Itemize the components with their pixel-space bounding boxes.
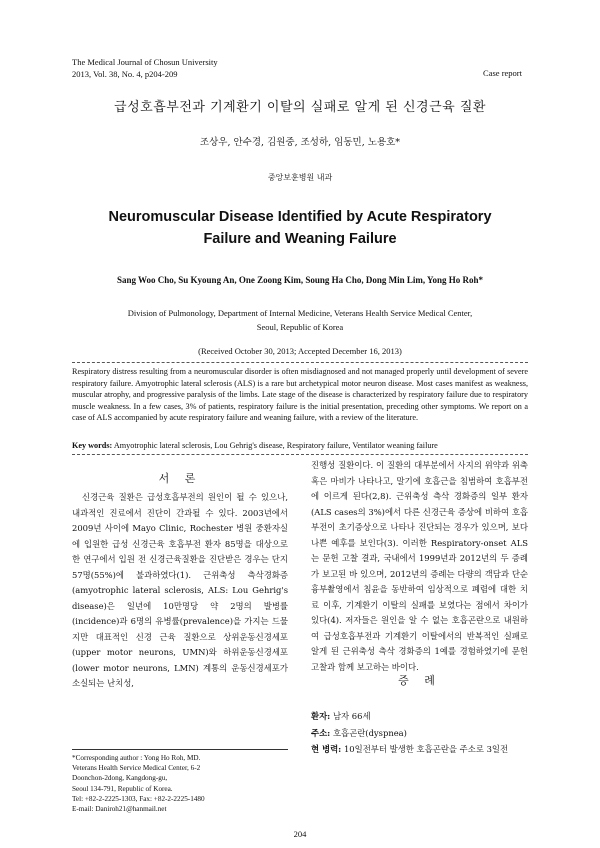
english-title-line1: Neuromuscular Disease Identified by Acute Respiratory: [108, 209, 492, 225]
journal-name: The Medical Journal of Chosun University: [72, 57, 218, 67]
footnote-email: E-mail: Daniroh21@hanmail.net: [72, 805, 167, 814]
journal-info: [72, 56, 218, 80]
abstract-text: Respiratory distress resulting from a neuromuscular disorder is often misdiagnosed and not managed properly until development of severe respiratory failure. Amyotrophic lateral sclerosis (ALS) is a rare but archetypical motor neuron disease. Most cases manifest as weakness, muscular atrophy, and progressive paralysis of the limbs. Late stage of the disease is characterized by respiratory failure due to respiratory muscle weakness. In a few cases, 3% of patients, respiratory failure is the initial presentation, preceding other symptoms. We report on a case of ALS accompanied by acute respiratory failure and weaning failure, with a review of the literature.: [72, 367, 528, 423]
page-number: 204: [293, 829, 307, 839]
case-field-present-illness: 현 병력: 10일전부터 발생한 호흡곤란을 주소로 3일전: [311, 744, 509, 754]
korean-authors: 조상우, 안수경, 김원중, 조성하, 임동민, 노용호*: [199, 137, 401, 148]
korean-affiliation: 중앙보훈병원 내과: [267, 173, 333, 182]
intro-heading: 서 론: [158, 472, 202, 485]
corresponding-author-footnote: [72, 753, 288, 814]
english-title: [0, 206, 600, 250]
case-heading: 증 례: [398, 674, 441, 687]
footnote-line: *Corresponding author : Yong Ho Roh, MD.: [72, 754, 201, 762]
footnote-line: Veterans Health Service Medical Center, 6-2: [72, 764, 201, 773]
english-title-line2: Failure and Weaning Failure: [203, 231, 397, 247]
english-affiliation-line1: Division of Pulmonology, Department of Internal Medicine, Veterans Health Service Medical Center,: [127, 308, 473, 318]
right-column-text: 진행성 질환이다. 이 질환의 대부분에서 사지의 위약과 위축 혹은 마비가 나타나고, 말기에 호흡근을 침범하여 호흡부전에 이르게 된다(2,8). 근위축성 측삭 경화증의 일부 환자(ALS cases의 3%)에서 다른 신경근육 증상에 비하여 호흡부전이 초기증상으로 나타나 진단되는 경우가 있으며, 보다 나쁜 예후를 보인다(3). 이러한 Respiratory-onset ALS는 문헌 고찰 결과, 국내에서 1999년과 2012년의 두 증례가 보고된 바 있으며, 2012년의 증례는 다량의 객담과 단순흉부촬영에서 침윤을 동반하여 임상적으로 폐렴에 대한 치료 이후, 기계환기 이탈의 실패를 보였다는 점에서 차이가 있다(4). 저자들은 원인을 알 수 없는 호흡곤란으로 내원하여 급성호흡부전과 기계환기 이탈에서의 반복적인 실패로 알게 된 근위축성 측삭 경화증의 1예를 경험하였기에 문헌고찰과 함께 보고하는 바이다.: [311, 460, 528, 672]
abstract-bottom-divider: [72, 454, 528, 455]
footnote-line: Seoul 134-791, Republic of Korea.: [72, 784, 173, 793]
english-authors: Sang Woo Cho, Su Kyoung An, One Zoong Kim, Soung Ha Cho, Dong Min Lim, Yong Ho Roh*: [116, 275, 484, 285]
received-dates: (Received October 30, 2013; Accepted December 16, 2013): [198, 346, 402, 356]
keywords: [72, 440, 528, 452]
english-affiliation: [0, 306, 600, 334]
article-type: Case report: [483, 68, 522, 78]
case-field-patient: 환자: 남자 66세: [311, 711, 371, 721]
footnote-line: Tel: +82-2-2225-1303, Fax: +82-2-2225-1480: [72, 794, 205, 803]
keywords-label: Key words:: [72, 441, 113, 450]
case-field-chief-complaint: 주소: 호흡곤란(dyspnea): [311, 727, 407, 738]
case-fields: [311, 708, 528, 758]
footnote-divider: [72, 749, 288, 750]
footnote-line: Doonchon-2dong, Kangdong-gu,: [72, 774, 168, 783]
abstract-top-divider: [72, 362, 528, 363]
english-affiliation-line2: Seoul, Republic of Korea: [256, 322, 344, 332]
journal-issue: 2013, Vol. 38, No. 4, p204-209: [72, 69, 178, 79]
intro-text: 신경근육 질환은 급성호흡부전의 원인이 될 수 있으나, 내과적인 진료에서 진단이 간과될 수 있다. 2003년에서 2009년 사이에 Mayo Clinic, Rochester 병원 중환자실에 입원한 급성 신경근육 호흡부전 환자 85명을 대상으로 한 연구에서 입원 전 신경근육질환을 진단받은 경우는 단지 57명(55%)에 불과하였다(1). 근위축성 측삭경화증(amyotrophic lateral sclerosis, ALS: Lou Gehrig's disease)은 일년에 10만명당 약 2명의 발병률(incidence)과 6명의 유병률(prevalence)을 가지는 드물지만 대표적인 신경 근육 질환으로 상위운동신경세포(upper motor neurons, UMN)와 하위운동신경세포(lower motor neurons, LMN) 계통의 운동신경세포가 소실되는 난치성,: [72, 492, 288, 688]
korean-title: 급성호흡부전과 기계환기 이탈의 실패로 알게 된 신경근육 질환: [114, 100, 486, 115]
keywords-list: Amyotrophic lateral sclerosis, Lou Gehrig's disease, Respiratory failure, Ventilator weaning failure: [113, 441, 438, 450]
